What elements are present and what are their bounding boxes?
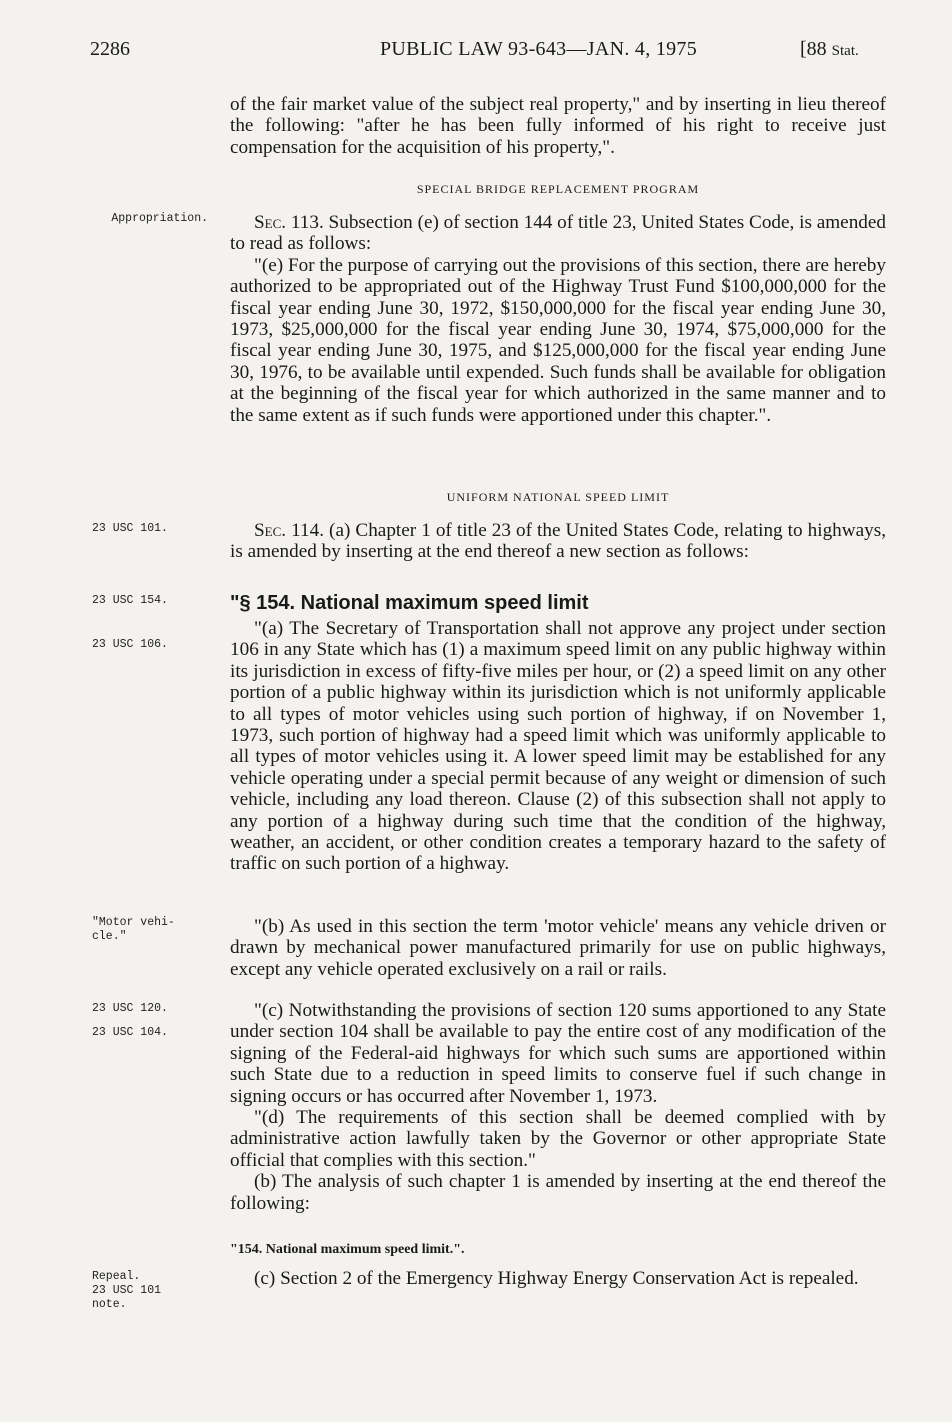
page-number: 2286 bbox=[90, 38, 130, 60]
margin-note-23-usc-154: 23 USC 154. bbox=[92, 594, 168, 607]
section-113-text: 113. Subsection (e) of section 144 of title 23, United States Code, is amended to read as follows: bbox=[230, 212, 886, 255]
sec-label: Sec. bbox=[254, 520, 287, 541]
stat-prefix: [88 bbox=[800, 38, 832, 60]
stat-label: Stat. bbox=[831, 43, 859, 59]
margin-note-repeal-line1: Repeal. bbox=[92, 1270, 141, 1283]
margin-note-23-usc-101: 23 USC 101. bbox=[92, 522, 168, 535]
margin-note-appropriation: Appropriation. bbox=[111, 212, 208, 225]
opening-paragraph: of the fair market value of the subject real property," and by inserting in lieu thereof the following: "after he has been fully informed of his right to receive just compensation for the acquisition of his property,". bbox=[230, 94, 886, 158]
heading-bridge-program: SPECIAL BRIDGE REPLACEMENT PROGRAM bbox=[416, 182, 700, 196]
section-113-block bbox=[230, 212, 886, 426]
margin-note-repeal-line2: 23 USC 101 bbox=[92, 1284, 162, 1297]
statute-reference bbox=[800, 38, 859, 61]
margin-note-motor-vehicle-line1: "Motor vehi- bbox=[92, 916, 175, 929]
paragraph-a: "(a) The Secretary of Transportation shall not approve any project under section 106 in any State which has (1) a maximum speed limit on any public highway within its jurisdiction in excess of fifty-five miles per hour, or (2) a speed limit on any other portion of a public highway within its jurisdiction which is not uniformly applicable to all types of motor vehicles using such portion of highway, if on November 1, 1973, such portion of highway had a speed limit which was uniformly applicable to all types of motor vehicles using it. A lower speed limit may be established for any vehicle operating under a special permit because of any weight or dimension of such vehicle, including any load thereon. Clause (2) of this subsection shall not apply to any portion of a highway during such time that the condition of the highway, weather, an accident, or other condition creates a temporary hazard to the safety of traffic on such portion of a highway. bbox=[230, 618, 886, 875]
page-header bbox=[0, 38, 952, 68]
section-113-paragraph bbox=[230, 212, 886, 255]
running-head: PUBLIC LAW 93-643—JAN. 4, 1975 bbox=[380, 38, 698, 60]
heading-speed-limit: UNIFORM NATIONAL SPEED LIMIT bbox=[446, 490, 670, 504]
section-114-c: (c) Section 2 of the Emergency Highway Energy Conservation Act is repealed. bbox=[254, 1268, 859, 1289]
section-114-b: (b) The analysis of such chapter 1 is amended by inserting at the end thereof the following: bbox=[230, 1171, 886, 1214]
sec-label: Sec. bbox=[254, 212, 287, 233]
section-154-a-block bbox=[230, 618, 886, 875]
section-154-c-d-block bbox=[230, 1000, 886, 1214]
margin-note-repeal bbox=[92, 1270, 228, 1312]
paragraph-d: "(d) The requirements of this section shall be deemed complied with by administrative action lawfully taken by the Governor or other appropriate State official that complies with this section." bbox=[230, 1107, 886, 1171]
margin-note-23-usc-104: 23 USC 104. bbox=[92, 1026, 168, 1039]
section-114-c-block bbox=[230, 1268, 886, 1289]
paragraph-b: "(b) As used in this section the term 'motor vehicle' means any vehicle driven or drawn by mechanical power manufactured primarily for use on public highways, except any vehicle operated exclusively on a rail or rails. bbox=[230, 916, 886, 980]
section-154-b-block bbox=[230, 916, 886, 980]
analysis-entry: "154. National maximum speed limit.". bbox=[230, 1242, 465, 1257]
margin-note-repeal-line3: note. bbox=[92, 1298, 127, 1311]
section-114-block bbox=[230, 520, 886, 563]
section-114-paragraph bbox=[230, 520, 886, 563]
section-114-text: 114. (a) Chapter 1 of title 23 of the United States Code, relating to highways, is amended by inserting at the end thereof a new section as follows: bbox=[230, 520, 886, 563]
section-113-quote: "(e) For the purpose of carrying out the provisions of this section, there are hereby authorized to be appropriated out of the Highway Trust Fund $100,000,000 for the fiscal year ending June 30, 1972, $150,000,000 for the fiscal year ending June 30, 1973, $25,000,000 for the fiscal year ending June 30, 1974, $75,000,000 for the fiscal year ending June 30, 1975, and $125,000,000 for the fiscal year ending June 30, 1976, to be available until expended. Such funds shall be available for obligation at the beginning of the fiscal year for which authorized in the same manner and to the same extent as if such funds were apportioned under this chapter.". bbox=[230, 254, 886, 426]
paragraph-c: "(c) Notwithstanding the provisions of section 120 sums apportioned to any State under section 104 shall be available to pay the entire cost of any modification of the signing of the Federal-aid highways for which such sums are apportioned within such State due to a reduction in speed limits to conserve fuel if such change in signing occurs or has occurred after November 1, 1973. bbox=[230, 1000, 886, 1107]
margin-note-motor-vehicle-line2: cle." bbox=[92, 930, 127, 943]
opening-paragraph-block bbox=[230, 94, 886, 158]
section-154-heading: "§ 154. National maximum speed limit bbox=[230, 592, 589, 614]
margin-note-motor-vehicle bbox=[92, 916, 228, 944]
margin-note-23-usc-120: 23 USC 120. bbox=[92, 1002, 168, 1015]
margin-note-23-usc-106: 23 USC 106. bbox=[92, 638, 168, 651]
